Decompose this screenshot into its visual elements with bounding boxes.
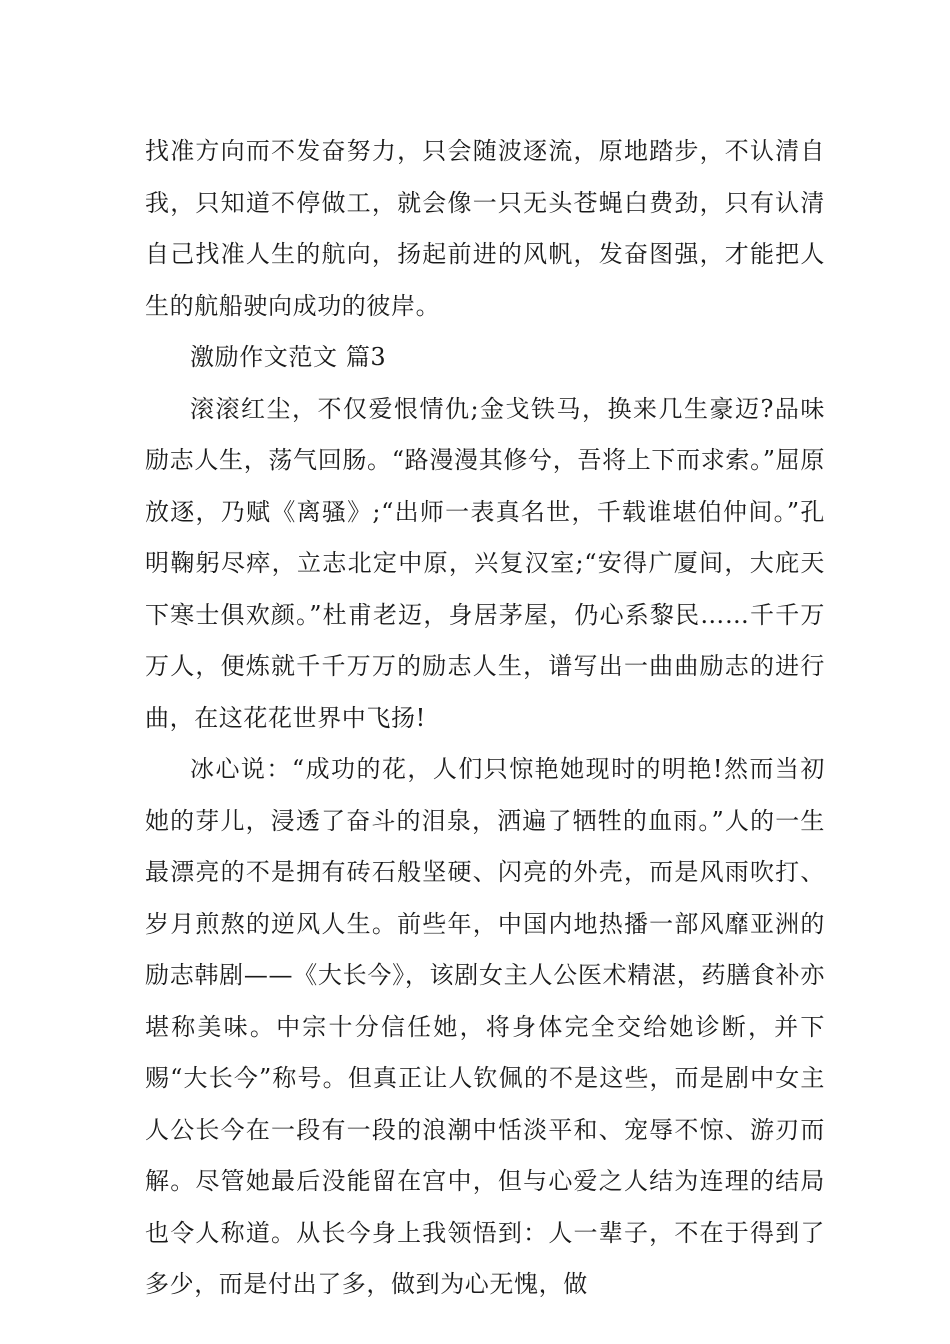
section-heading: 激励作文范文 篇3	[190, 343, 387, 371]
paragraph-3: 冰心说：“成功的花，人们只惊艳她现时的明艳!然而当初她的芽儿，浸透了奋斗的泪泉，洒遍了牺牲的血雨。”人的一生最漂亮的不是拥有砖石般坚硬、闪亮的外壳，而是风雨吹打、岁月煎熬的逆风人生。前些年，中国内地热播一部风靡亚洲的励志韩剧——《大长今》，该剧女主人公医术精湛，药膳食补亦堪称美味。中宗十分信任她，将身体完全交给她诊断，并下赐“大长今”称号。但真正让人钦佩的不是这些，而是剧中女主人公长今在一段有一段的浪潮中恬淡平和、宠辱不惊、游刃而解。尽管她最后没能留在宫中，但与心爱之人结为连理的结局也令人称道。从长今身上我领悟到：人一辈子，不在于得到了多少，而是付出了多，做到为心无愧，做	[145, 755, 825, 1298]
paragraph-2: 滚滚红尘，不仅爱恨情仇;金戈铁马，换来几生豪迈?品味励志人生，荡气回肠。“路漫漫其修兮，吾将上下而求索。”屈原放逐，乃赋《离骚》;“出师一表真名世，千载谁堪伯仲间。”孔明鞠躬尽瘁，立志北定中原，兴复汉室;“安得广厦间，大庇天下寒士俱欢颜。”杜甫老迈，身居茅屋，仍心系黎民……千千万万人，便炼就千千万万的励志人生，谱写出一曲曲励志的进行曲，在这花花世界中飞扬!	[145, 394, 825, 732]
document-body	[145, 126, 825, 1311]
paragraph-1: 找准方向而不发奋努力，只会随波逐流，原地踏步，不认清自我，只知道不停做工，就会像一只无头苍蝇白费劲，只有认清自己找准人生的航向，扬起前进的风帆，发奋图强，才能把人生的航船驶向成功的彼岸。	[145, 137, 825, 320]
